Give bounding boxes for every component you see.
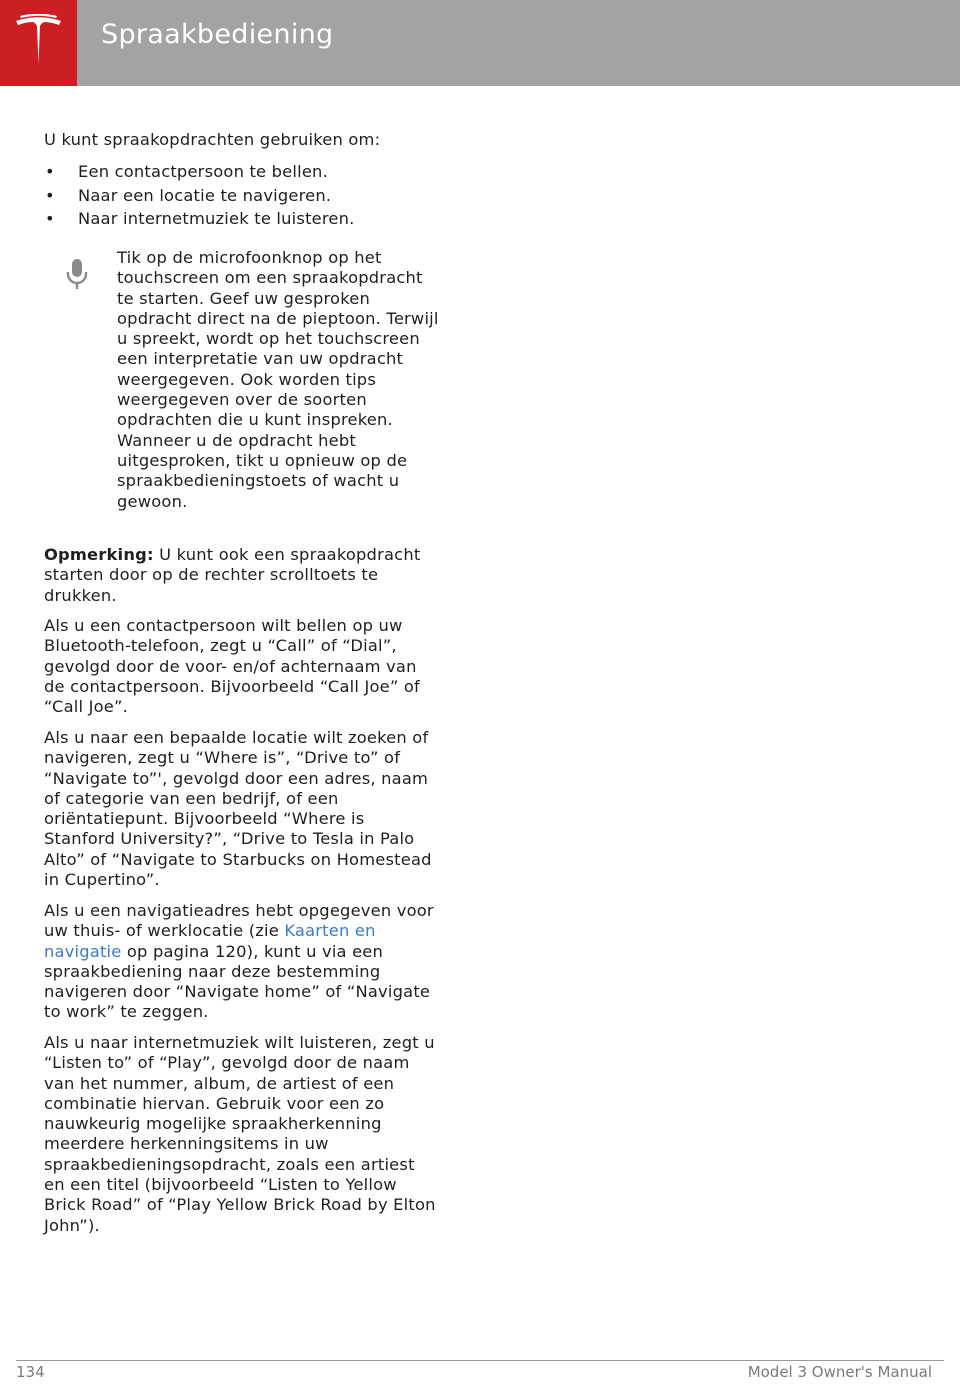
list-item: • Een contactpersoon te bellen. [44, 160, 440, 184]
bullet-icon: • [45, 185, 55, 205]
intro-text: U kunt spraakopdrachten gebruiken om: [44, 130, 381, 149]
note-paragraph [44, 545, 440, 606]
page-title: Spraakbediening [101, 19, 334, 50]
list-item: • Naar internetmuziek te luisteren. [44, 207, 440, 231]
microphone-icon [66, 258, 88, 292]
manual-title: Model 3 Owner's Manual [747, 1363, 932, 1381]
bullet-icon: • [45, 209, 55, 228]
note-label: Opmerking: [44, 545, 154, 564]
tip-text: Tik op de microfoonknop op het touchscreen om een spraakopdracht te starten. Geef uw gesproken opdracht direct na de pieptoon. Terwijl u spreekt, wordt op het touchscreen een interpretatie van uw opdracht weergegeven. Ook worden tips weergegeven over de soorten opdrachten die u kunt inspreken. Wanneer u de opdracht hebt uitgesproken, tikt u opnieuw op de spraakbedieningstoets of wacht u gewoon. [117, 248, 439, 511]
navigate-paragraph: Als u naar een bepaalde locatie wilt zoeken of navigeren, zegt u “Where is”, “Drive to” of “Navigate to”', gevolgd door een adres, naam of categorie van een bedrijf, of een oriëntatiepunt. Bijvoorbeeld “Where is Stanford University?”, “Drive to Tesla in Palo Alto” of “Navigate to Starbucks on Homestead in Cupertino”. [44, 728, 432, 890]
page-number: 134 [16, 1363, 45, 1381]
tesla-logo [0, 0, 77, 86]
footer-divider [16, 1360, 944, 1361]
call-paragraph: Als u een contactpersoon wilt bellen op uw Bluetooth-telefoon, zegt u “Call” of “Dial”, gevolgd door de voor- en/of achternaam van de contactpersoon. Bijvoorbeeld “Call Joe” of “Call Joe”. [44, 616, 420, 717]
tesla-t-icon [14, 14, 63, 70]
list-item: • Naar een locatie te navigeren. [44, 184, 440, 208]
note-text: U kunt ook een spraakopdracht starten door op de rechter scrolltoets te drukken. [44, 545, 421, 605]
bullet-icon: • [45, 162, 55, 181]
bullet-list [44, 160, 440, 231]
maps-navigation-link[interactable]: Kaarten en navigatie [44, 921, 376, 961]
music-paragraph: Als u naar internetmuziek wilt luisteren, zegt u “Listen to” of “Play”, gevolgd door de naam van het nummer, album, de artiest of een combinatie hiervan. Gebruik voor een zo nauwkeurig mogelijke spraakherkenning meerdere herkenningsitems in uw spraakbedieningsopdracht, zoals een artiest en een titel (bijvoorbeeld “Listen to Yellow Brick Road” of “Play Yellow Brick Road by Elton John”). [44, 1033, 436, 1235]
home-paragraph: Als u een navigatieadres hebt opgegeven voor uw thuis- of werklocatie (zie Kaarten en navigatie op pagina 120), kunt u via een spraakbediening naar deze bestemming navigeren door “Navigate home” of “Navigate to work” te zeggen. [44, 901, 434, 1022]
page-header [0, 0, 960, 86]
